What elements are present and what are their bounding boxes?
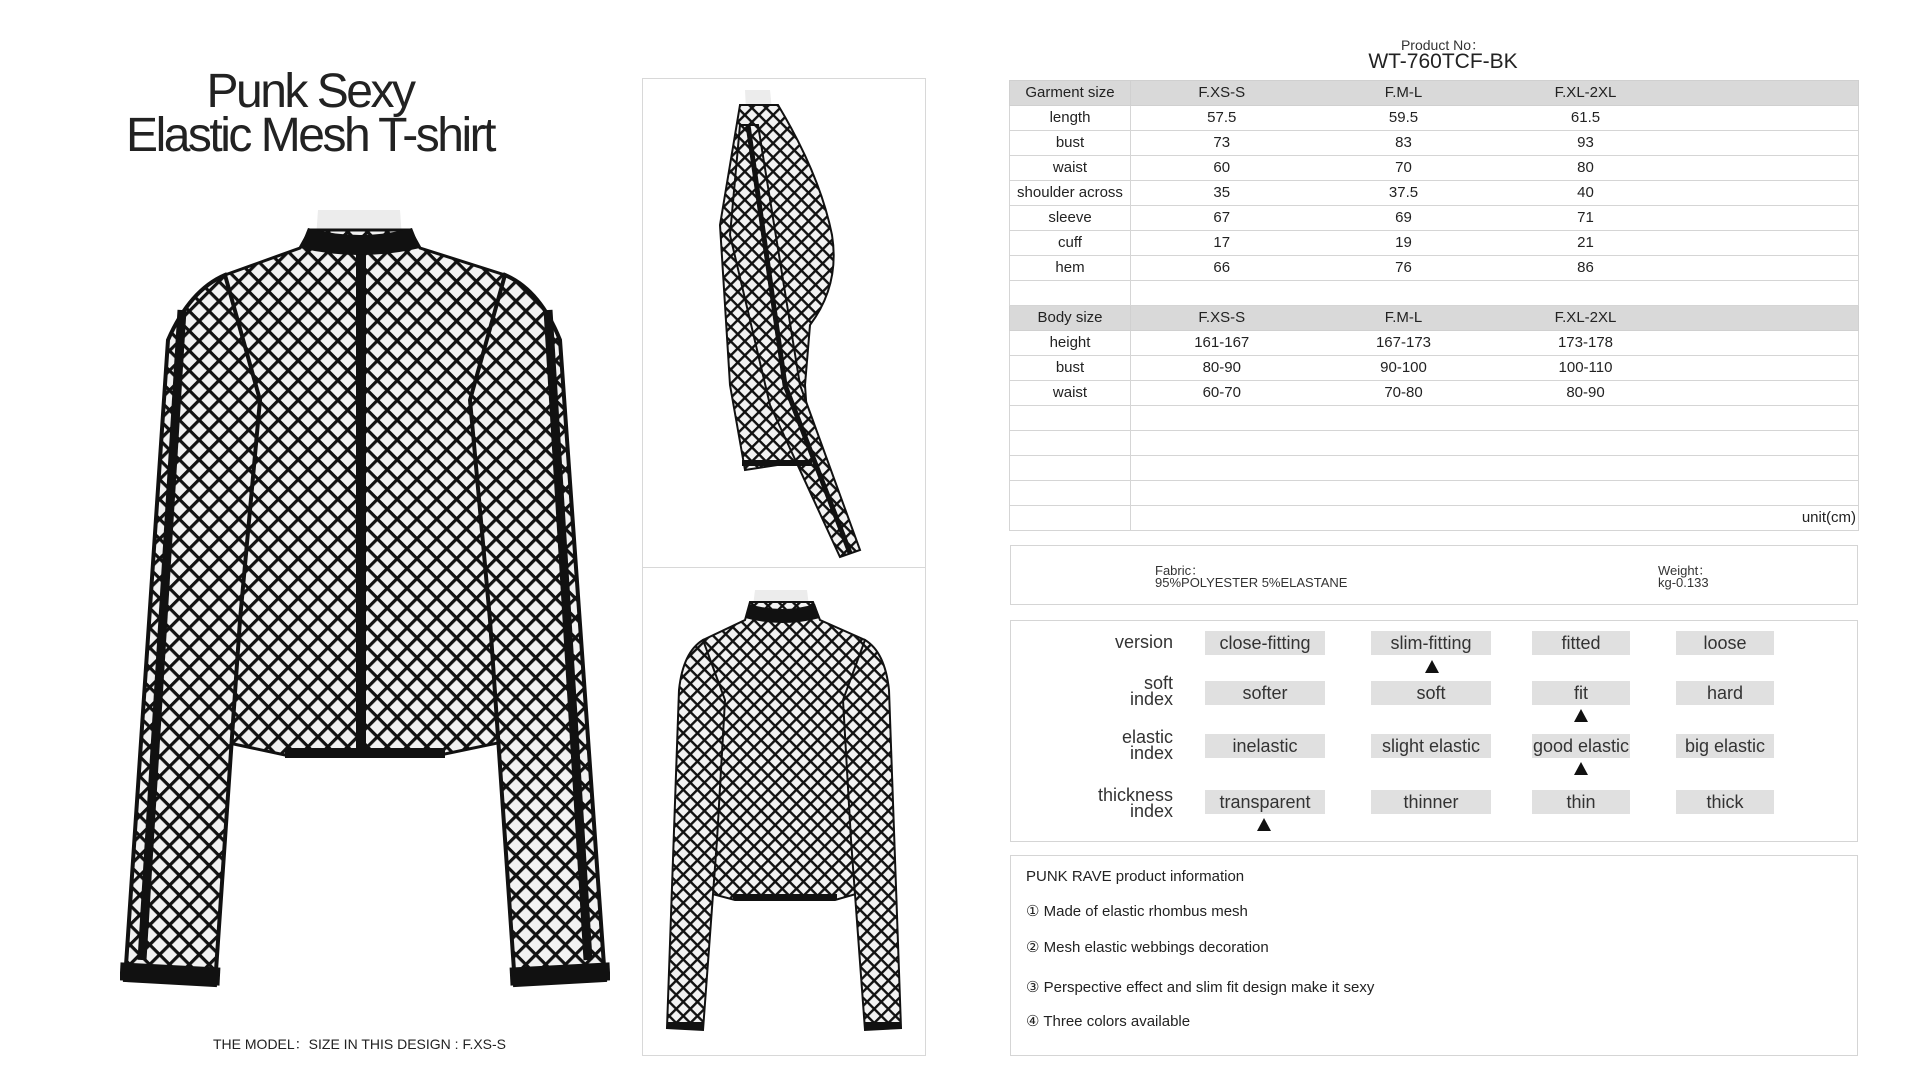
unit-label: unit(cm) <box>1131 506 1859 531</box>
table-cell: 59.5 <box>1313 106 1495 131</box>
table-cell: 71 <box>1495 206 1677 231</box>
table-row-empty <box>1010 281 1859 306</box>
garment-header-size-2: F.M-L <box>1313 81 1495 106</box>
row-label: hem <box>1010 256 1131 281</box>
fit-label-thickness-index: thickness index <box>1097 785 1173 821</box>
table-cell <box>1677 256 1859 281</box>
table-cell <box>1677 181 1859 206</box>
product-info-item: ④ Three colors available <box>1026 1013 1191 1030</box>
table-cell <box>1677 131 1859 156</box>
table-cell: 173-178 <box>1495 331 1677 356</box>
table-cell: 70 <box>1313 156 1495 181</box>
row-label: waist <box>1010 156 1131 181</box>
body-header-size-3: F.XL-2XL <box>1495 306 1677 331</box>
back-left-sleeve <box>667 640 725 1030</box>
table-cell: 100-110 <box>1495 356 1677 381</box>
fit-option-selected: good elastic <box>1532 736 1630 756</box>
product-title-line1: Punk Sexy <box>206 65 414 118</box>
fit-option: fitted <box>1532 631 1630 655</box>
table-cell: 67 <box>1131 206 1313 231</box>
fabric-label: Fabric： <box>1155 563 1205 578</box>
table-cell: 40 <box>1495 181 1677 206</box>
table-cell: 83 <box>1313 131 1495 156</box>
table-row-empty <box>1010 456 1859 481</box>
product-title-line2: Elastic Mesh T-shirt <box>126 109 494 162</box>
fit-option: inelastic <box>1205 734 1325 758</box>
table-cell <box>1677 331 1859 356</box>
table-cell <box>1677 231 1859 256</box>
fit-label-soft-index: soft index <box>1129 673 1173 709</box>
table-cell: 21 <box>1495 231 1677 256</box>
table-cell: 70-80 <box>1313 381 1495 406</box>
row-label: cuff <box>1010 231 1131 256</box>
fit-option: hard <box>1676 681 1774 705</box>
body-header-size-1: F.XS-S <box>1131 306 1313 331</box>
table-row <box>1010 156 1859 181</box>
table-cell: 17 <box>1131 231 1313 256</box>
product-info-item: ① Made of elastic rhombus mesh <box>1026 903 1248 920</box>
table-cell: 57.5 <box>1131 106 1313 131</box>
table-row <box>1010 131 1859 156</box>
table-cell: 80-90 <box>1131 356 1313 381</box>
table-row <box>1010 181 1859 206</box>
table-row-unit <box>1010 506 1859 531</box>
side-view-photo <box>660 85 910 560</box>
table-row-empty <box>1010 431 1859 456</box>
product-no-label: Product No： <box>1400 37 1486 53</box>
garment-header-empty <box>1677 81 1859 106</box>
fit-option: close-fitting <box>1205 631 1325 655</box>
product-no-value: WT-760TCF-BK <box>1368 50 1518 73</box>
table-row <box>1010 106 1859 131</box>
product-info-item: ③ Perspective effect and slim fit design make it sexy <box>1026 979 1375 996</box>
product-info-item: ② Mesh elastic webbings decoration <box>1026 939 1269 956</box>
table-cell <box>1677 356 1859 381</box>
garment-header-row <box>1010 81 1859 106</box>
body-header-row <box>1010 306 1859 331</box>
table-cell: 37.5 <box>1313 181 1495 206</box>
fabric-box <box>1010 545 1858 605</box>
table-row-empty <box>1010 481 1859 506</box>
weight-label: Weight： <box>1658 563 1712 578</box>
fit-label-version: version <box>1114 632 1173 652</box>
row-label: shoulder across <box>1010 181 1131 206</box>
table-row <box>1010 206 1859 231</box>
table-row <box>1010 331 1859 356</box>
fit-option: thin <box>1532 790 1630 814</box>
fit-option-selected: fit <box>1532 681 1630 705</box>
body-header-empty <box>1677 306 1859 331</box>
photo-divider <box>642 567 926 568</box>
table-cell: 35 <box>1131 181 1313 206</box>
table-cell: 80 <box>1495 156 1677 181</box>
row-label: length <box>1010 106 1131 131</box>
fit-option: thinner <box>1371 790 1491 814</box>
table-cell: 61.5 <box>1495 106 1677 131</box>
front-view-photo <box>120 200 610 990</box>
garment-header-size-3: F.XL-2XL <box>1495 81 1677 106</box>
model-size-note: THE MODEL：SIZE IN THIS DESIGN : F.XS-S <box>213 1036 507 1052</box>
fit-option: soft <box>1371 681 1491 705</box>
row-label: waist <box>1010 381 1131 406</box>
table-row <box>1010 231 1859 256</box>
weight-value: kg-0.133 <box>1658 575 1709 590</box>
table-row <box>1010 381 1859 406</box>
row-label: bust <box>1010 356 1131 381</box>
fit-option: thick <box>1676 790 1774 814</box>
garment-header-label: Garment size <box>1010 81 1131 106</box>
row-label: height <box>1010 331 1131 356</box>
fit-option: softer <box>1205 681 1325 705</box>
table-cell <box>1677 106 1859 131</box>
fit-option: slight elastic <box>1371 734 1491 758</box>
table-cell <box>1677 381 1859 406</box>
selection-marker-icon <box>1257 818 1271 831</box>
product-title <box>110 65 510 162</box>
fit-option: loose <box>1676 631 1774 655</box>
selection-marker-icon <box>1574 762 1588 775</box>
selection-marker-icon <box>1574 709 1588 722</box>
table-cell: 60-70 <box>1131 381 1313 406</box>
body-header-label: Body size <box>1010 306 1131 331</box>
table-cell: 66 <box>1131 256 1313 281</box>
table-row-empty <box>1010 406 1859 431</box>
table-cell: 76 <box>1313 256 1495 281</box>
table-cell: 60 <box>1131 156 1313 181</box>
product-info-title: PUNK RAVE product information <box>1026 868 1245 885</box>
table-cell <box>1677 206 1859 231</box>
table-cell: 73 <box>1131 131 1313 156</box>
fit-label-elastic-index: elastic index <box>1121 727 1173 763</box>
row-label: bust <box>1010 131 1131 156</box>
row-label: sleeve <box>1010 206 1131 231</box>
back-view-photo <box>655 590 915 1035</box>
fit-option-selected: slim-fitting <box>1371 631 1491 655</box>
garment-header-size-1: F.XS-S <box>1131 81 1313 106</box>
fit-option: big elastic <box>1676 734 1774 758</box>
table-cell: 69 <box>1313 206 1495 231</box>
selection-marker-icon <box>1425 660 1439 673</box>
table-row <box>1010 356 1859 381</box>
fit-option-selected: transparent <box>1205 790 1325 814</box>
table-cell: 19 <box>1313 231 1495 256</box>
table-cell: 93 <box>1495 131 1677 156</box>
table-cell: 80-90 <box>1495 381 1677 406</box>
table-cell: 90-100 <box>1313 356 1495 381</box>
table-row <box>1010 256 1859 281</box>
fabric-value: 95%POLYESTER 5%ELASTANE <box>1155 575 1348 590</box>
body-header-size-2: F.M-L <box>1313 306 1495 331</box>
table-cell: 167-173 <box>1313 331 1495 356</box>
back-right-sleeve <box>843 640 901 1030</box>
size-table <box>1009 80 1859 531</box>
table-cell <box>1677 156 1859 181</box>
table-cell: 161-167 <box>1131 331 1313 356</box>
table-cell: 86 <box>1495 256 1677 281</box>
